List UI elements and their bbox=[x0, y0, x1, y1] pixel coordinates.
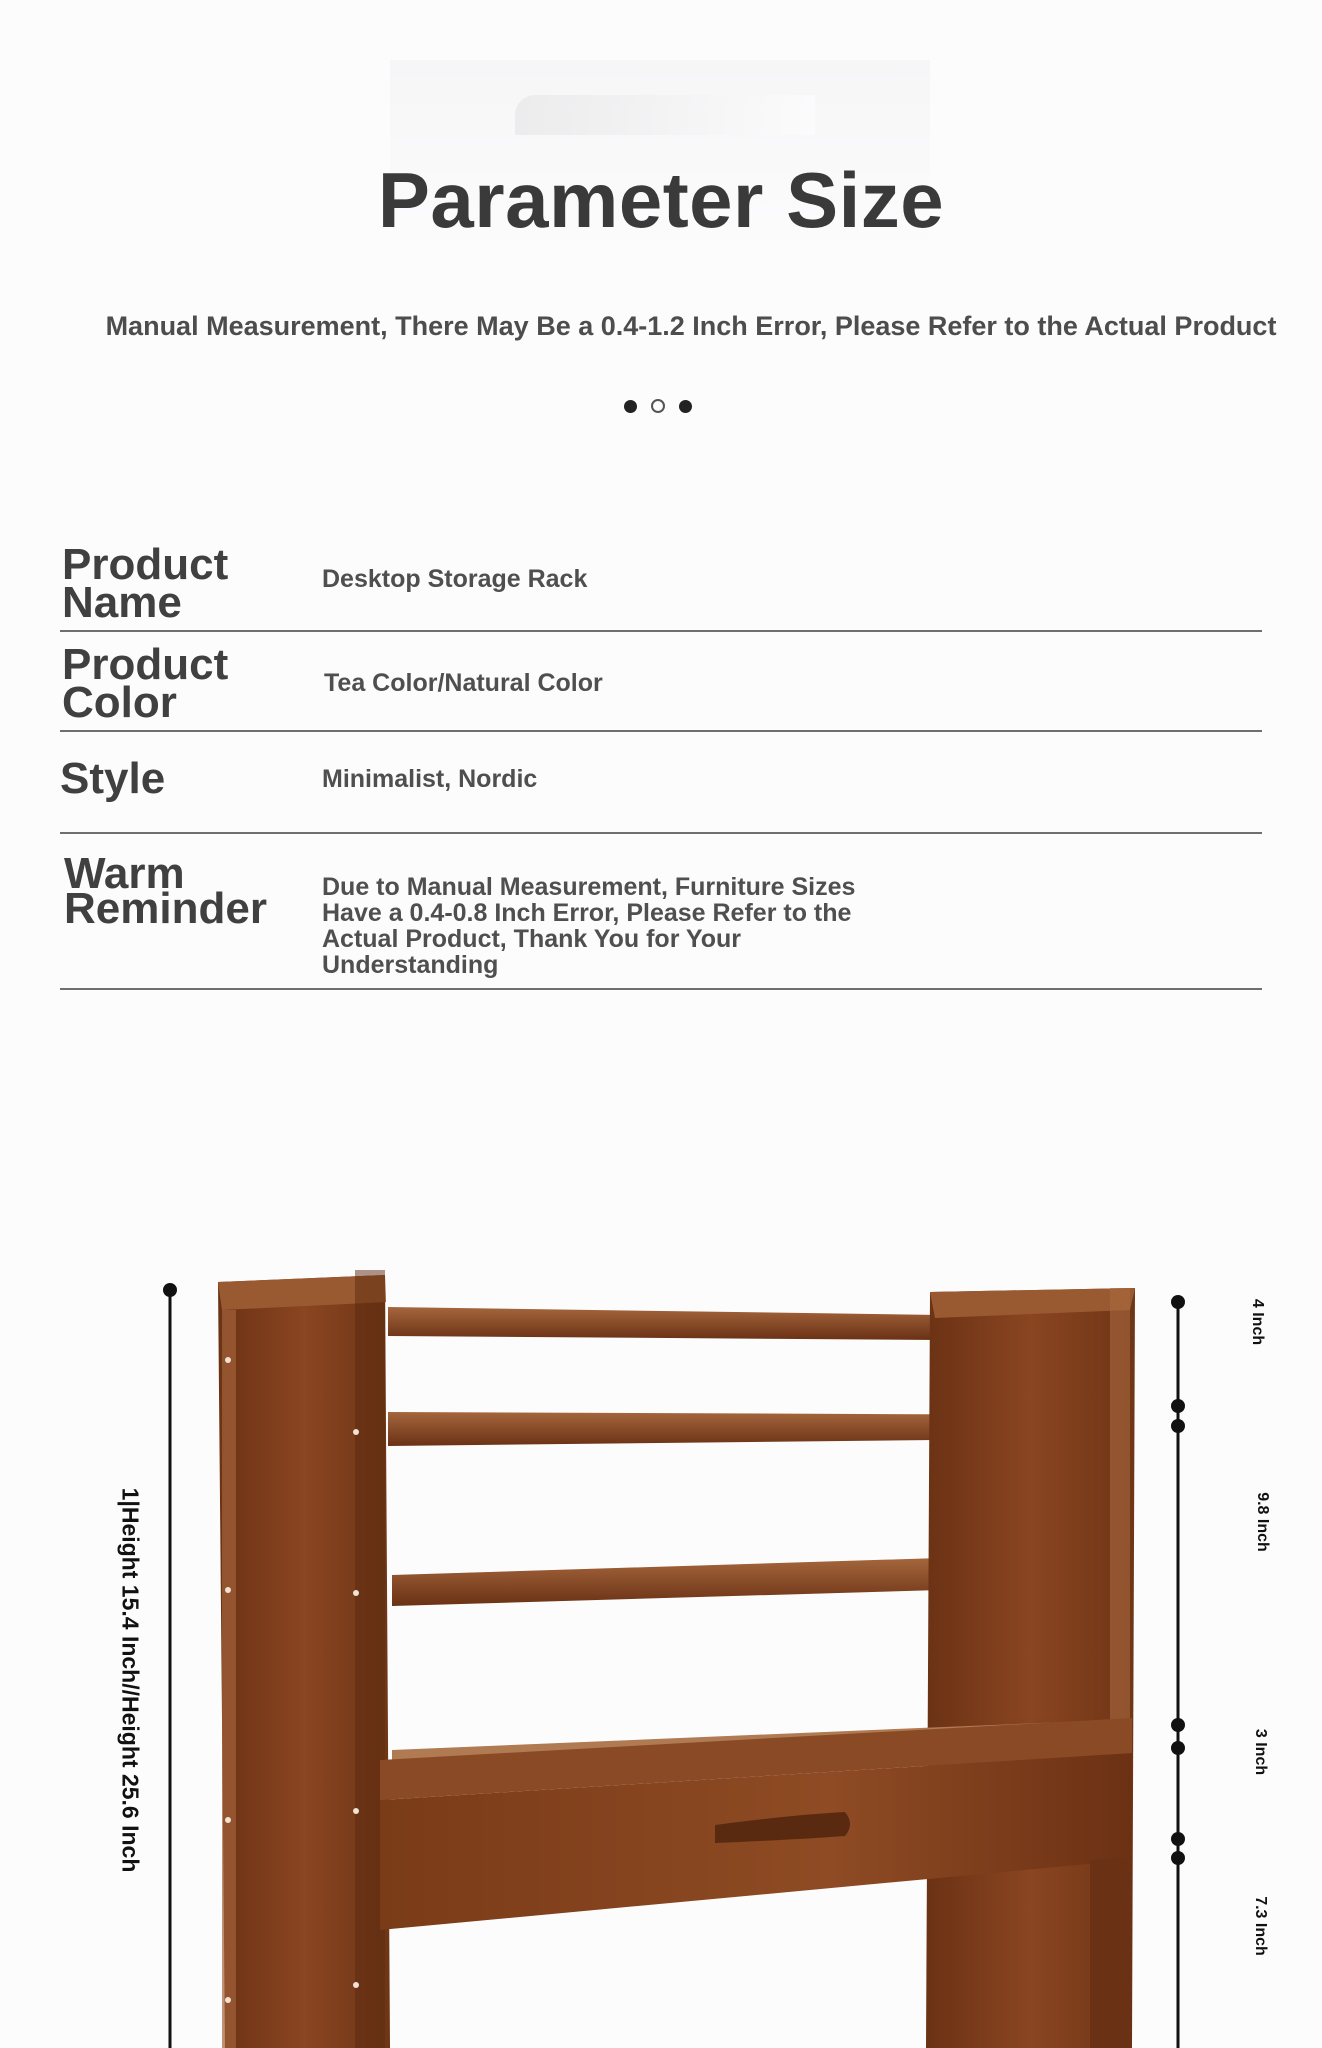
spec-row-product-name bbox=[60, 530, 1262, 630]
carousel-dot[interactable] bbox=[679, 400, 692, 413]
spec-row-style bbox=[60, 732, 1262, 832]
segment-label-drawer: 3 Inch bbox=[1252, 1728, 1269, 1776]
carousel-dot-active[interactable] bbox=[651, 399, 665, 413]
spec-value: Minimalist, Nordic bbox=[322, 765, 538, 793]
carousel-dots bbox=[624, 398, 692, 414]
spec-value: Due to Manual Measurement, Furniture Sizes Have a 0.4-0.8 Inch Error, Please Refer to the Actual Product, Thank You for Your Understanding bbox=[322, 873, 856, 979]
product-photo bbox=[0, 1240, 1322, 2048]
page-title: Parameter Size bbox=[377, 156, 945, 244]
spec-label: Style bbox=[60, 754, 166, 803]
carousel-dot[interactable] bbox=[624, 400, 637, 413]
right-dimension-line bbox=[1171, 1295, 1185, 2048]
segment-label-shelf: 9.8 Inch bbox=[1254, 1492, 1271, 1552]
segment-label-top: 4 Inch bbox=[1249, 1298, 1266, 1346]
header-watermark bbox=[515, 95, 815, 135]
spec-label: Warm Reminder bbox=[64, 849, 267, 933]
left-side-panel bbox=[218, 1270, 390, 2048]
spec-label: Product Color bbox=[62, 640, 229, 727]
table-divider bbox=[60, 988, 1262, 990]
page-subtitle: Manual Measurement, There May Be a 0.4-1.2 Inch Error, Please Refer to the Actual Product bbox=[105, 311, 1277, 341]
spec-row-warm-reminder bbox=[60, 834, 1262, 988]
spec-value: Tea Color/Natural Color bbox=[324, 669, 603, 697]
overall-height-label: 1|Height 15.4 Inch//Height 25.6 Inch bbox=[117, 1487, 144, 1873]
left-dimension-line bbox=[163, 1283, 177, 2048]
spec-label: Product Name bbox=[62, 540, 229, 627]
spec-row-product-color bbox=[60, 632, 1262, 730]
spec-value: Desktop Storage Rack bbox=[322, 565, 588, 593]
segment-label-bottom: 7.3 Inch bbox=[1252, 1896, 1269, 1956]
